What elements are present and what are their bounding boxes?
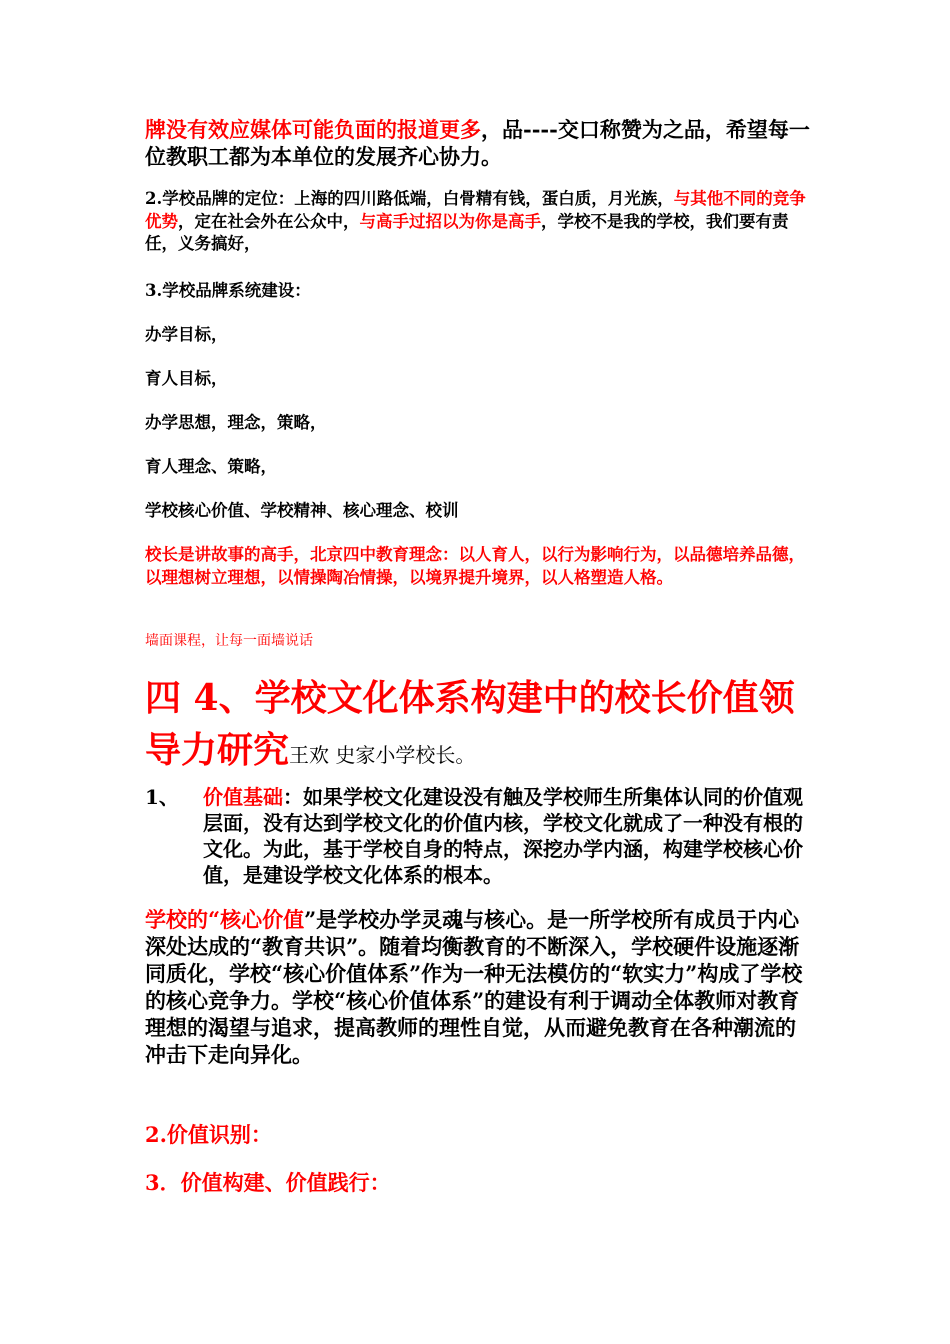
subheading-value-construction: 3．价值构建、价值践行： bbox=[145, 1170, 391, 1195]
paragraph-text: ”是学校办学灵魂与核心。是一所学校所有成员于内心深处达成的“教育共识”。随着均衡教育的不断深入，学校硬件设施逐渐同质化，学校“核心价值体系”作为一种无法模仿的“软实力”构成了学校的核心竞争力。学校“核心价值体系”的建设有利于调动全体教师对教育理想的渴望与追求，提高教师的理性自觉，从而避免教育在各种潮流的冲击下走向异化。 bbox=[145, 907, 803, 1067]
paragraph-principal-story: 校长是讲故事的高手，北京四中教育理念：以人育人，以行为影响行为，以品德培养品德，以理想树立理想，以情操陶冶情操，以境界提升境界，以人格塑造人格。 bbox=[145, 545, 805, 587]
paragraph-wall-curriculum: 墙面课程，让每一面墙说话 bbox=[145, 633, 313, 649]
red-highlight: 价值基础 bbox=[203, 785, 283, 809]
paragraph-brand-positioning bbox=[145, 188, 813, 256]
subheading-value-identification: 2.价值识别： bbox=[145, 1122, 272, 1147]
paragraph-core-value bbox=[145, 906, 813, 1068]
heading-title: 四 4、学校文化体系构建中的校长价值领导力研究 bbox=[145, 677, 795, 771]
list-item: 办学思想，理念，策略， bbox=[145, 413, 327, 432]
list-item: 学校核心价值、学校精神、核心理念、校训 bbox=[145, 501, 459, 520]
paragraph-text: ，定在社会外在公众中， bbox=[178, 211, 360, 231]
paragraph-text: 2.学校品牌的定位：上海的四川路低端，白骨精有钱，蛋白质，月光族， bbox=[145, 189, 674, 208]
item-content bbox=[203, 784, 813, 888]
paragraph-text: ，品----交口称赞为之品，希望每一位教职工都为本单位的发展齐心协力。 bbox=[145, 117, 810, 169]
red-highlight: 牌没有效应媒体可能负面的报道更多 bbox=[145, 117, 481, 142]
red-highlight: 与高手过招以为你是高手 bbox=[359, 211, 541, 231]
item-number: 1、 bbox=[145, 785, 179, 809]
list-item: 育人目标， bbox=[145, 369, 228, 388]
list-item: 办学目标， bbox=[145, 325, 228, 344]
item-text: ：如果学校文化建设没有触及学校师生所集体认同的价值观层面，没有达到学校文化的价值内核，学校文化就成了一种没有根的文化。为此，基于学校自身的特点，深挖办学内涵，构建学校核心价值，是建设学校文化体系的根本。 bbox=[203, 785, 803, 887]
section-heading bbox=[145, 672, 813, 781]
paragraph-brand-effect bbox=[145, 116, 813, 170]
list-item: 育人理念、策略， bbox=[145, 457, 277, 476]
section-brand-system: 3.学校品牌系统建设： bbox=[145, 281, 311, 300]
paragraph-text: ，学校不是我的学校，我们要有责任，义务搞好， bbox=[145, 211, 789, 253]
red-highlight: 学校的“核心价值 bbox=[145, 907, 305, 932]
heading-byline: 王欢 史家小学校长。 bbox=[289, 743, 476, 767]
red-highlight: 与其他不同的竞争优势 bbox=[145, 189, 806, 231]
